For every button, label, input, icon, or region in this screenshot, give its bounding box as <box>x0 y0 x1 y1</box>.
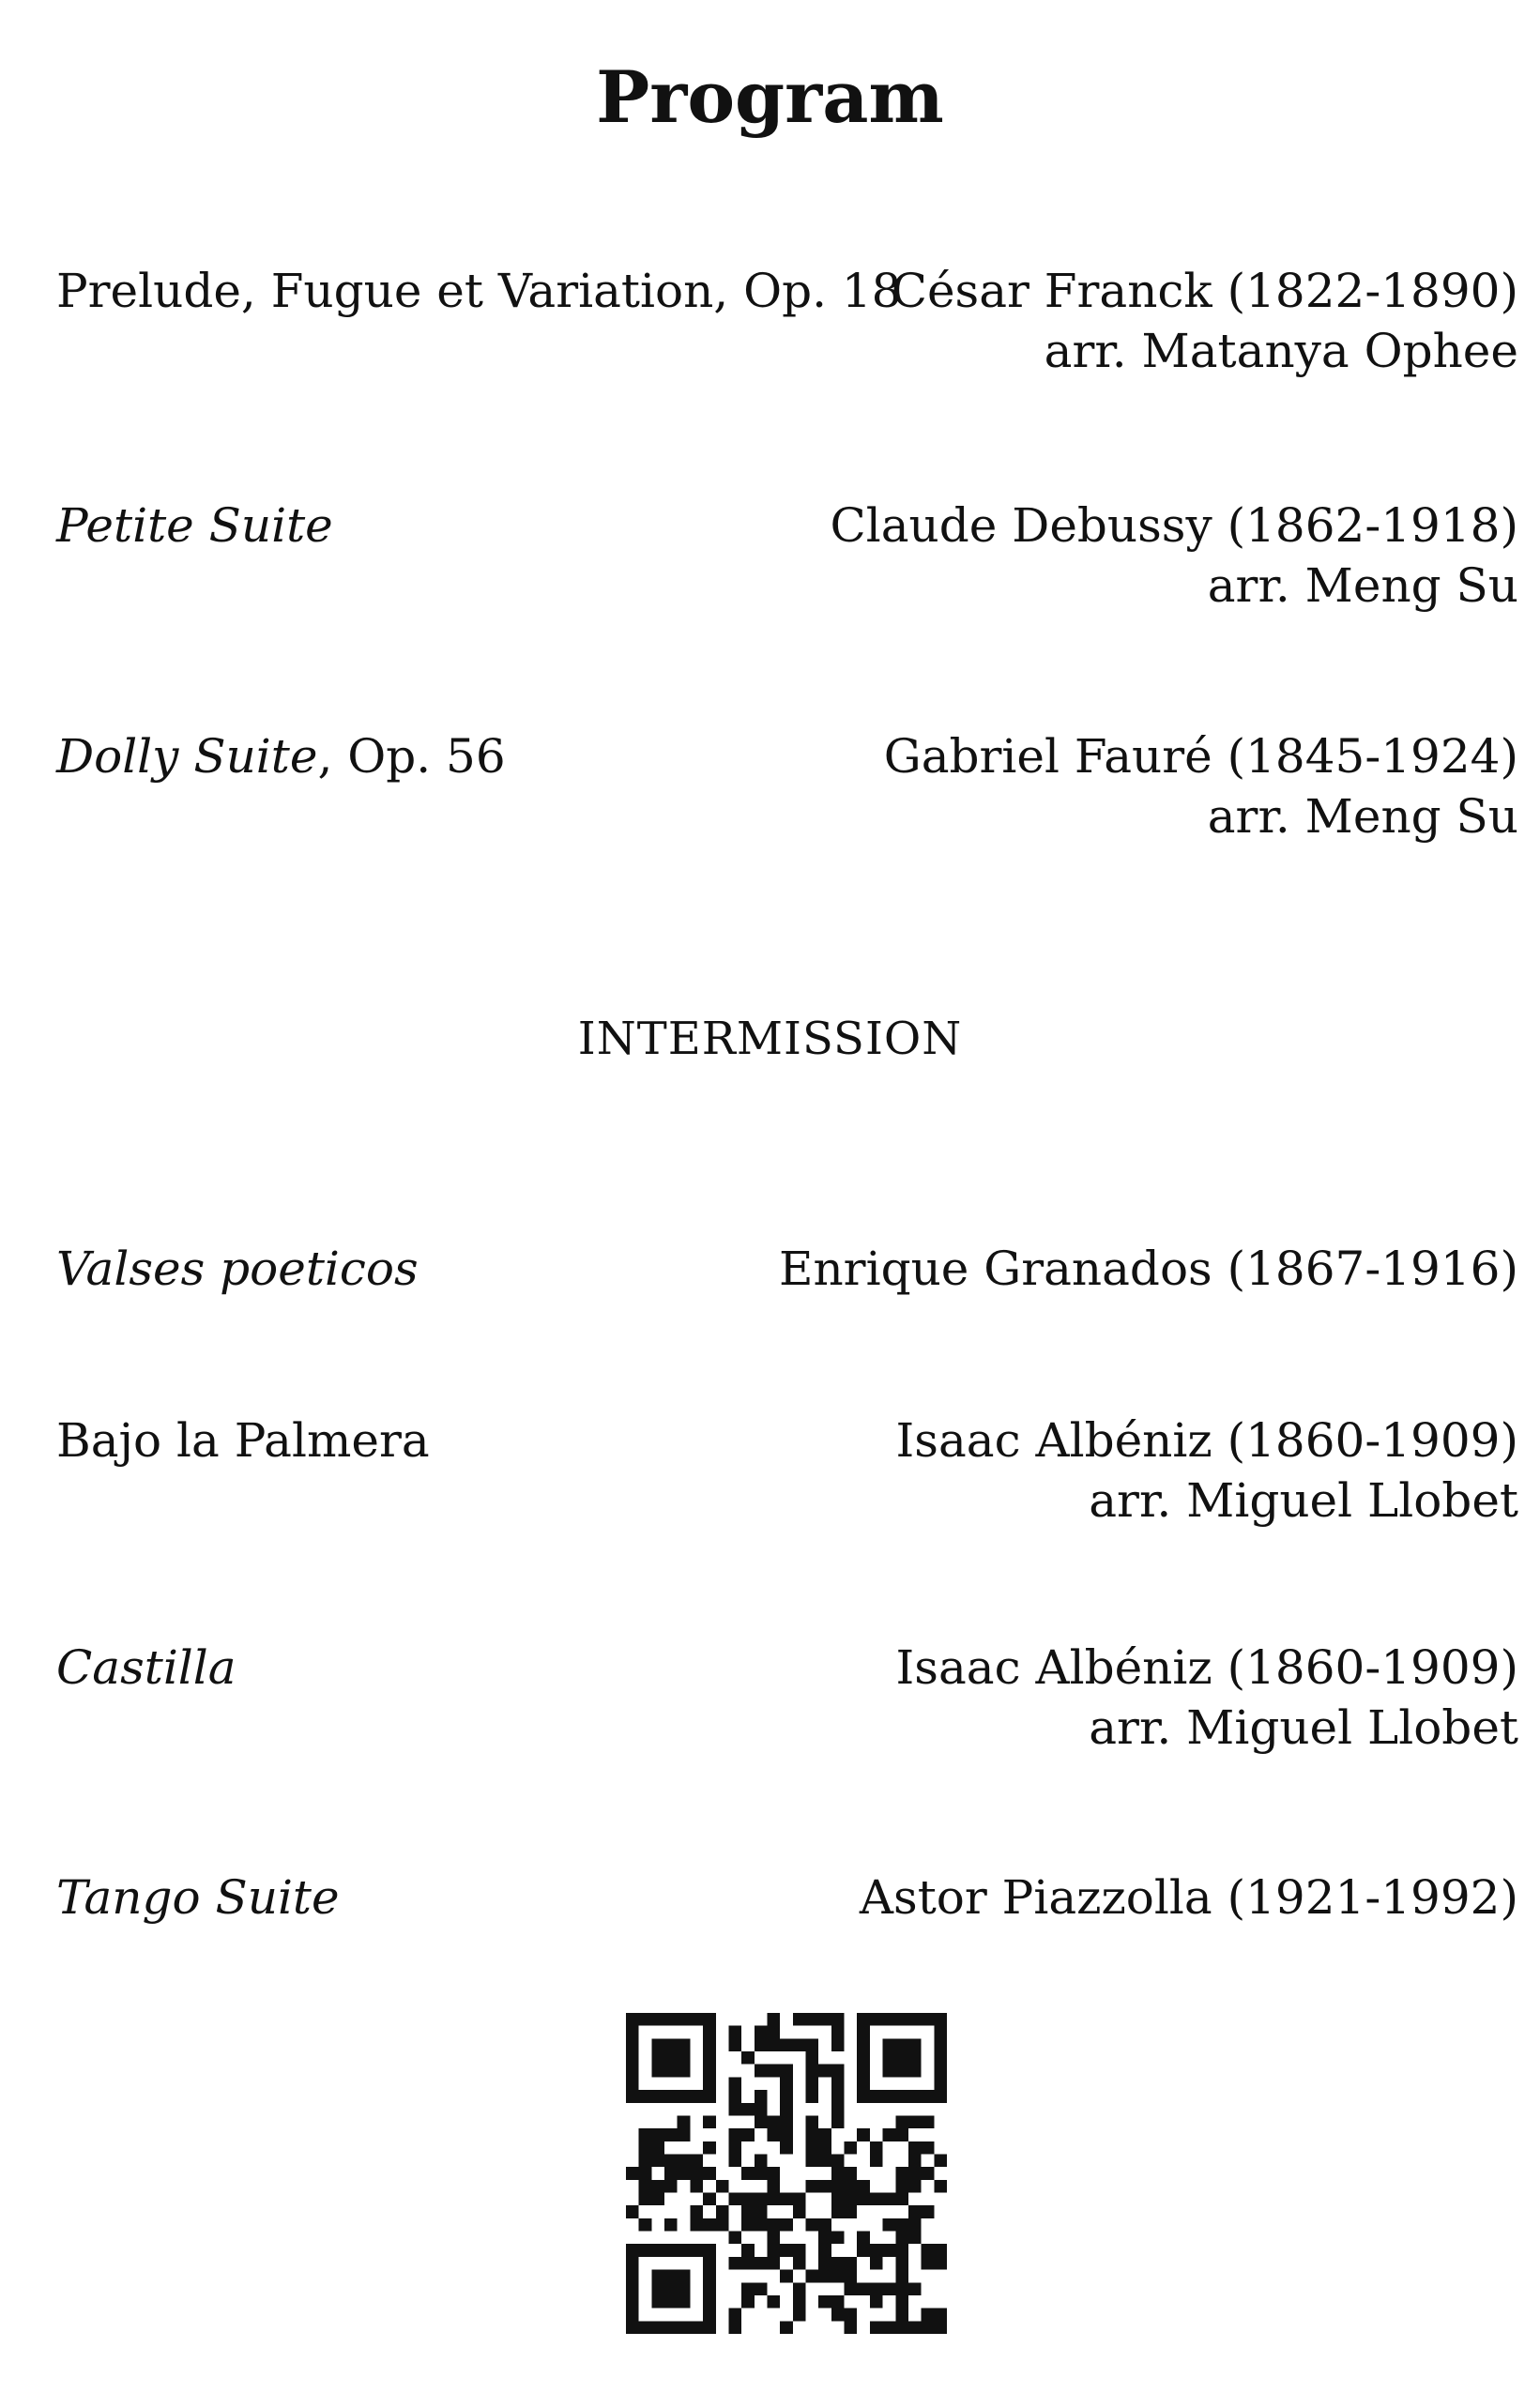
composer-name: Isaac Albéniz (1860-1909) <box>895 1640 1518 1695</box>
piece-title-suffix: , Op. 56 <box>317 729 506 784</box>
qr-code-icon <box>626 2013 947 2334</box>
composer-info <box>896 1638 1518 1758</box>
composer-name: Astor Piazzolla (1921-1992) <box>859 1870 1518 1925</box>
piece-title-italic: Tango Suite <box>56 1870 340 1925</box>
program-row-4 <box>56 1239 1518 1370</box>
piece-title-text: Bajo la Palmera <box>56 1413 430 1468</box>
piece-title-text: Prelude, Fugue et Variation, Op. 18 <box>56 264 902 318</box>
piece-title <box>56 1239 419 1299</box>
composer-info <box>860 1867 1518 1928</box>
intermission-label: INTERMISSION <box>577 1013 963 1065</box>
arranger-name: arr. Meng Su <box>1207 558 1518 613</box>
program-row-2 <box>56 495 1518 627</box>
arranger-name: arr. Matanya Ophee <box>1044 324 1518 378</box>
composer-name: Enrique Granados (1867-1916) <box>778 1242 1518 1296</box>
piece-title <box>56 1867 340 1928</box>
piece-title <box>56 1638 236 1698</box>
arranger-name: arr. Miguel Llobet <box>1089 1473 1518 1528</box>
program-row-3 <box>56 726 1518 858</box>
piece-title <box>56 1410 430 1471</box>
composer-info <box>884 726 1518 846</box>
composer-name: Isaac Albéniz (1860-1909) <box>895 1413 1518 1468</box>
composer-info <box>892 261 1518 381</box>
program-row-1 <box>56 261 1518 392</box>
composer-name: César Franck (1822-1890) <box>891 264 1518 318</box>
composer-name: Gabriel Fauré (1845-1924) <box>883 729 1518 784</box>
program-row-5 <box>56 1410 1518 1542</box>
arranger-name: arr. Meng Su <box>1207 789 1518 844</box>
composer-info <box>896 1410 1518 1531</box>
page-title: Program <box>596 55 944 139</box>
piece-title-italic: Petite Suite <box>56 498 333 553</box>
piece-title-italic: Castilla <box>56 1640 236 1695</box>
composer-info <box>779 1239 1518 1299</box>
piece-title-italic: Valses poeticos <box>56 1242 419 1296</box>
piece-title <box>56 726 506 786</box>
piece-title-italic: Dolly Suite <box>56 729 318 784</box>
composer-info <box>831 495 1519 616</box>
piece-title <box>56 495 333 556</box>
program-row-6 <box>56 1638 1518 1769</box>
program-row-7 <box>56 1867 1518 1999</box>
arranger-name: arr. Miguel Llobet <box>1089 1700 1518 1755</box>
piece-title <box>56 261 902 321</box>
composer-name: Claude Debussy (1862-1918) <box>830 498 1518 553</box>
